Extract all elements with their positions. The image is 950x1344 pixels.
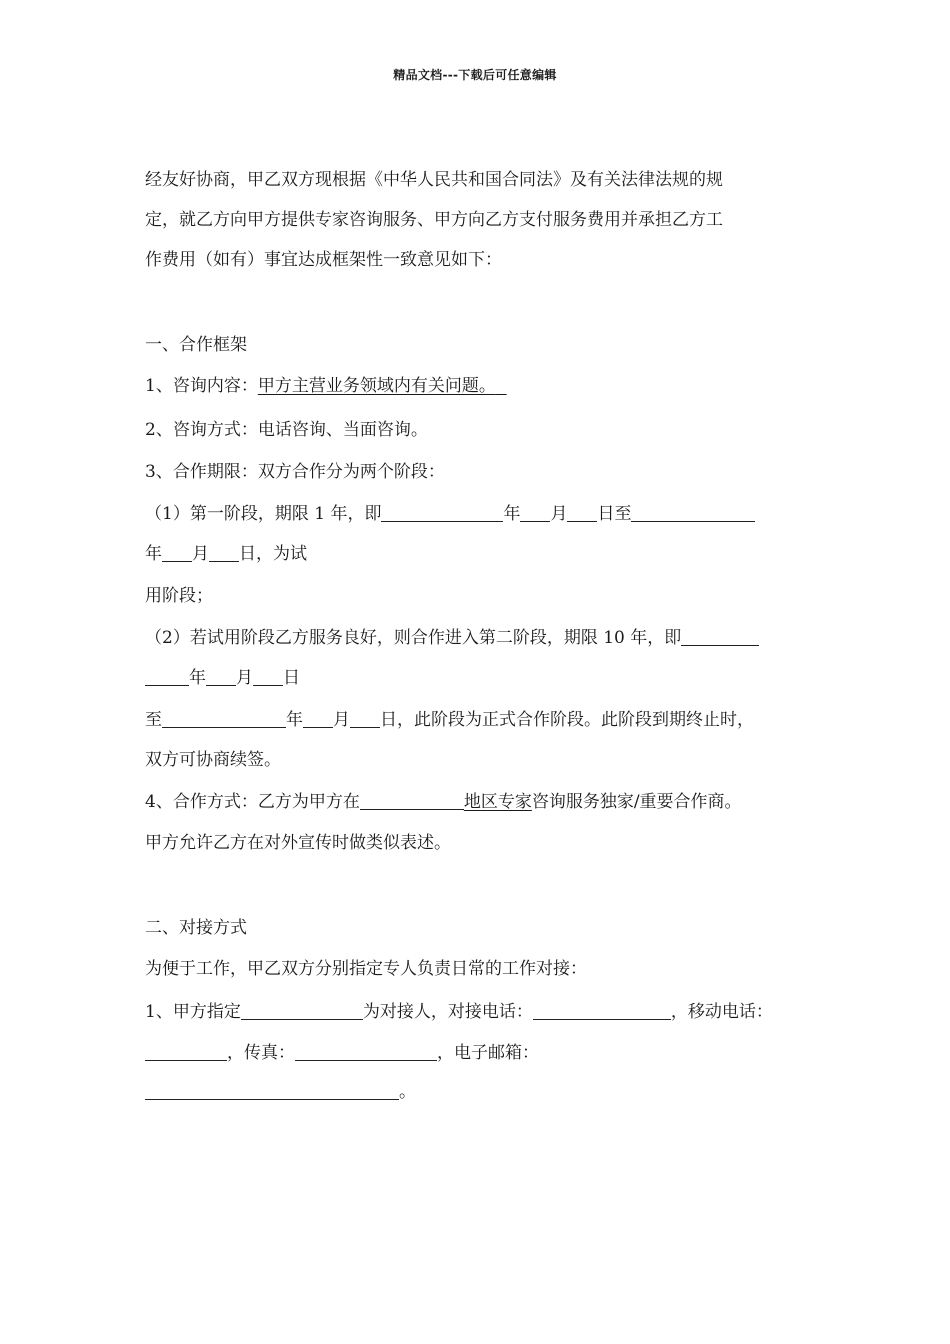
blank-p2-end-year[interactable] (162, 709, 286, 728)
blank-fax[interactable] (295, 1042, 437, 1061)
item-4-line-1: 4、合作方式：乙方为甲方在 地区专家咨询服务独家/重要合作商。 (145, 792, 742, 812)
blank-end-month[interactable] (162, 543, 192, 562)
phase-1-line-2: 年 月 日，为试 (145, 544, 307, 564)
blank-start-day[interactable] (567, 503, 597, 522)
section-2-title: 二、对接方式 (145, 918, 247, 938)
item-1-value: 甲方主营业务领域内有关问题。 (257, 376, 496, 396)
blank-email[interactable] (145, 1081, 399, 1100)
blank-region[interactable] (360, 791, 464, 810)
item-1-label: 1、咨询内容： (145, 376, 258, 396)
blank-p2-end-day[interactable] (350, 709, 380, 728)
blank-end-day[interactable] (209, 543, 239, 562)
page-header: 精品文档---下载后可任意编辑 (393, 68, 557, 82)
blank-p2-start-year-b[interactable] (145, 667, 189, 686)
contact-line-1: 1、甲方指定 为对接人，对接电话： ，移动电话： (145, 1002, 773, 1022)
blank-p2-end-month[interactable] (303, 709, 333, 728)
blank-p2-start-month[interactable] (206, 667, 236, 686)
blank-p2-start-day[interactable] (253, 667, 283, 686)
blank-mobile[interactable] (145, 1042, 227, 1061)
section-1-title: 一、合作框架 (145, 335, 247, 355)
phase-2-line-3: 至 年 月 日，此阶段为正式合作阶段。此阶段到期终止时， (145, 710, 754, 730)
item-3: 3、合作期限：双方合作分为两个阶段： (145, 462, 445, 482)
intro-line-2: 定，就乙方向甲方提供专家咨询服务、甲方向乙方支付服务费用并承担乙方工 (145, 210, 723, 230)
phase-2-line-4: 双方可协商续签。 (145, 750, 281, 770)
item-1 (145, 375, 507, 397)
phase-2-line-1: （2）若试用阶段乙方服务良好，则合作进入第二阶段，期限 10 年，即 (145, 627, 759, 649)
item-2: 2、咨询方式：电话咨询、当面咨询。 (145, 420, 428, 440)
contact-line-2: ，传真： ，电子邮箱： (145, 1042, 539, 1064)
blank-end-year[interactable] (631, 503, 755, 522)
contact-line-3: 。 (145, 1081, 416, 1103)
item-4-line-2: 甲方允许乙方在对外宣传时做类似表述。 (145, 833, 451, 853)
intro-line-3: 作费用（如有）事宜达成框架性一致意见如下： (145, 250, 502, 270)
blank-contact-phone[interactable] (533, 1001, 671, 1020)
section-2-intro: 为便于工作，甲乙双方分别指定专人负责日常的工作对接： (145, 959, 587, 979)
blank-contact-person[interactable] (241, 1001, 363, 1020)
intro-line-1: 经友好协商，甲乙双方现根据《中华人民共和国合同法》及有关法律法规的规 (145, 170, 723, 190)
blank-start-year[interactable] (381, 503, 503, 522)
blank-start-month[interactable] (520, 503, 550, 522)
phase-2-line-2: 年 月 日 (145, 667, 300, 689)
blank-p2-start-year-a[interactable] (681, 627, 759, 646)
phase-1-line-1: （1）第一阶段，期限 1 年，即 年 月 日至 (145, 503, 755, 525)
phase-1-line-3: 用阶段； (145, 586, 213, 606)
